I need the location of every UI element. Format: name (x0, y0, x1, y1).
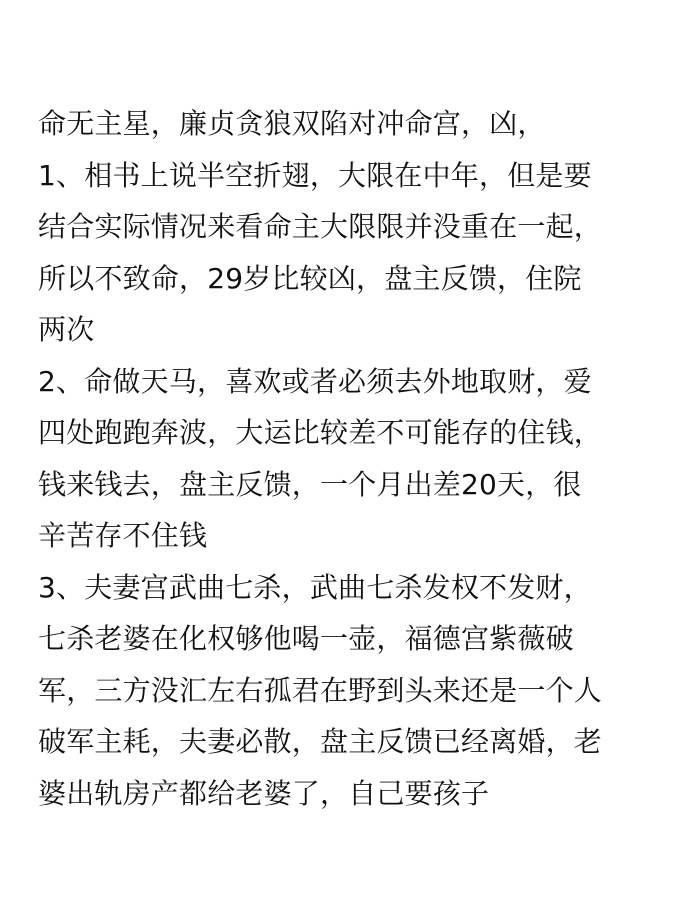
text-line: 婆出轨房产都给老婆了，自己要孩子 (38, 776, 490, 810)
document-body (38, 98, 658, 819)
text-line: 两次 (38, 313, 95, 346)
text-line: 结合实际情况来看命主大限限并没重在一起， (38, 210, 603, 243)
text-line: 四处跑跑奔波，大运比较差不可能存的住钱， (38, 416, 603, 449)
text-line: 军，三方没汇左右孤君在野到头来还是一个人 (38, 673, 603, 707)
text-line: 3、夫妻宫武曲七杀，武曲七杀发权不发财， (38, 570, 592, 604)
text-line: 2、命做天马，喜欢或者必须去外地取财，爱 (38, 364, 592, 398)
text-line: 所以不致命，29岁比较凶，盘主反馈，住院 (38, 261, 582, 295)
text-line: 命无主星，廉贞贪狼双陷对冲命宫，凶， (38, 107, 546, 140)
text-line: 1、相书上说半空折翅，大限在中年，但是要 (38, 158, 592, 192)
text-line: 七杀老婆在化权够他喝一壶，福德宫紫薇破 (38, 622, 574, 655)
text-line: 钱来钱去，盘主反馈，一个月出差20天，很 (38, 467, 582, 501)
text-line: 辛苦存不住钱 (38, 519, 208, 552)
text-line: 破军主耗，夫妻必散，盘主反馈已经离婚，老 (38, 725, 603, 758)
